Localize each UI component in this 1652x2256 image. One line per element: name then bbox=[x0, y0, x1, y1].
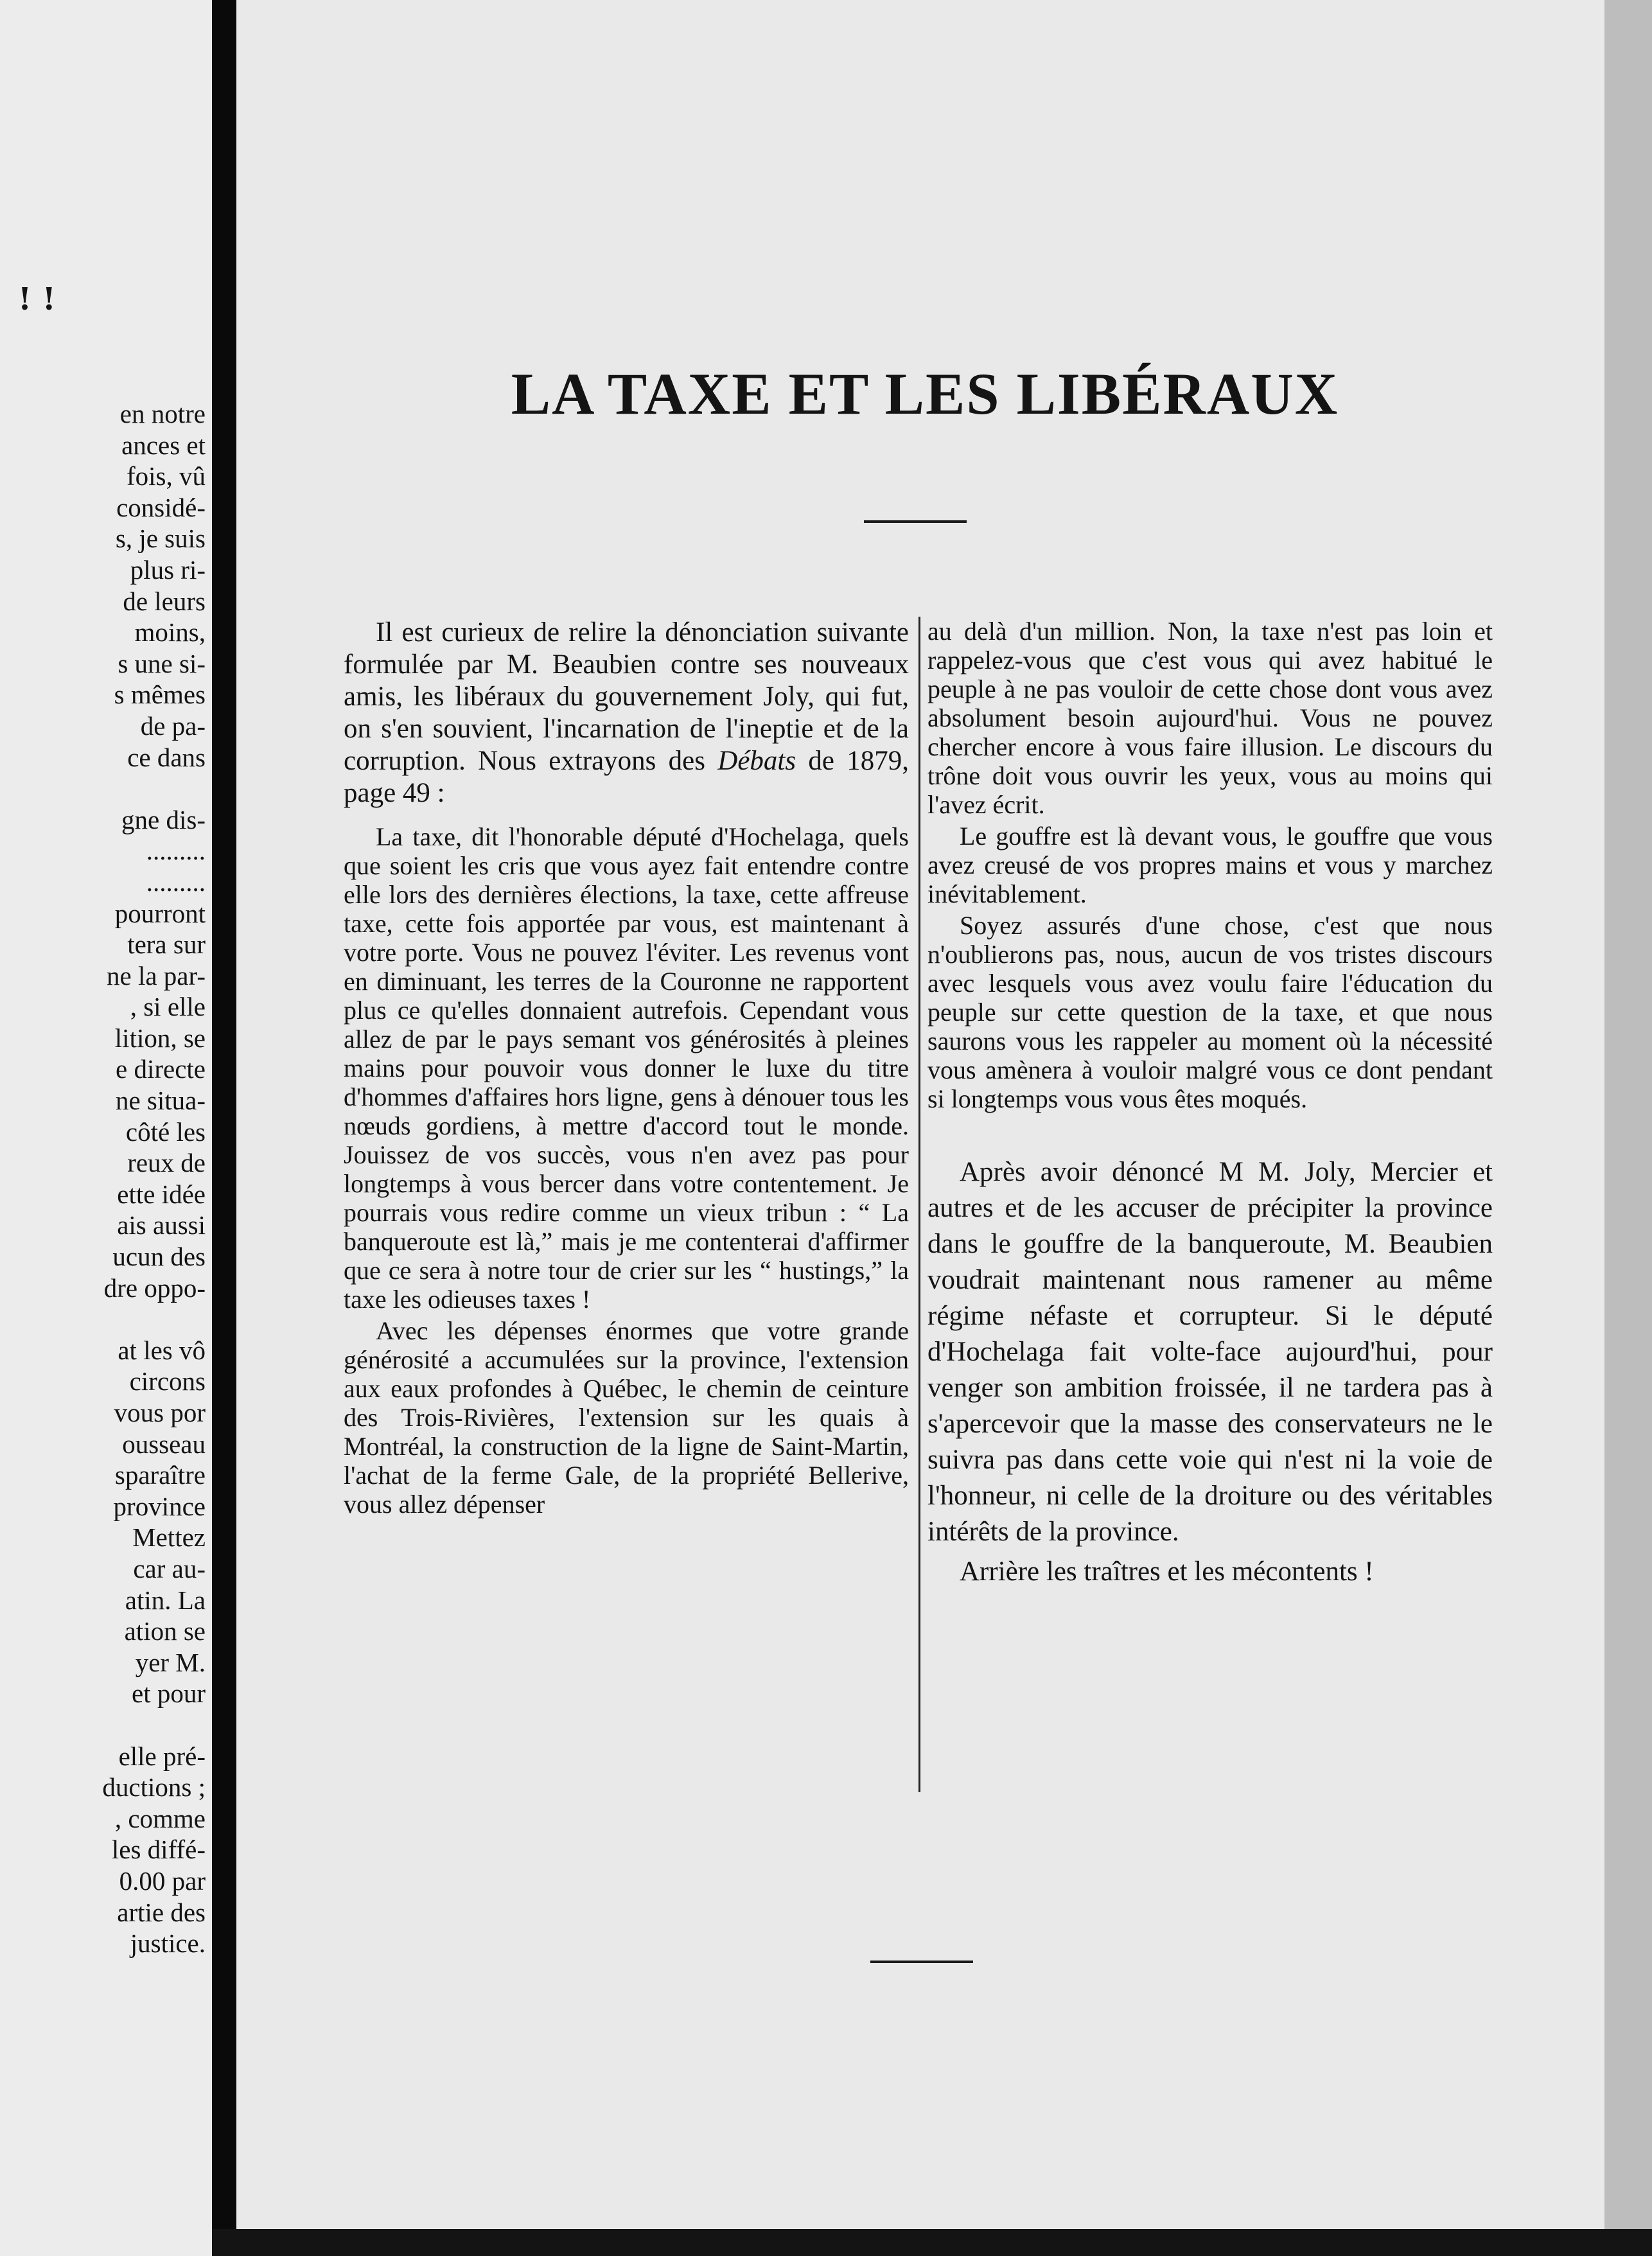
adjacent-page-line: de leurs bbox=[123, 586, 206, 616]
left-column bbox=[344, 617, 909, 1519]
adjacent-page-line: pourront bbox=[114, 898, 206, 928]
intro-paragraph: Il est curieux de relire la dénonciation suivante formulée par M. Beaubien contre ses nouveaux amis, les libéraux du gouvernement Joly, qui fut, on s'en souvient, l'incarnation de l'ineptie et de la corruption. Nous extrayons des Débats de 1879, page 49 : bbox=[344, 617, 909, 808]
adjacent-page-line: ais aussi bbox=[117, 1210, 206, 1240]
adjacent-page-line: ucun des bbox=[112, 1242, 206, 1272]
book-spine bbox=[212, 0, 236, 2256]
exclamation-marks: ! ! bbox=[18, 281, 56, 317]
adjacent-page-line: circons bbox=[129, 1366, 206, 1397]
adjacent-page-line: gne dis- bbox=[121, 804, 206, 834]
adjacent-page-line: 0.00 par bbox=[119, 1865, 206, 1896]
adjacent-page-line: atin. La bbox=[125, 1585, 206, 1615]
adjacent-page-line: côté les bbox=[125, 1116, 206, 1147]
adjacent-page-line: s mêmes bbox=[114, 680, 206, 710]
adjacent-page-line: s une si- bbox=[118, 648, 206, 678]
adjacent-page-line: en notre bbox=[119, 399, 206, 428]
page-edge bbox=[1604, 0, 1652, 2256]
quote-paragraph: La taxe, dit l'honorable député d'Hochelaga, quels que soient les cris que vous ayez fait entendre contre elle lors des dernières élections, la taxe, cette affreuse taxe, cette fois apportée par vous, est maintenant à votre porte. Vous ne pouvez l'éviter. Les revenus vont en diminuant, les terres de la Couronne ne rapportent plus ce qu'elles donnaient autrefois. Cependant vous allez de par le pays semant vos générosités à pleines mains pour pouvoir vous donner le luxe du titre d'hommes d'affaires hors ligne, gens à dénouer tous les nœuds gordiens, à mettre d'accord tout le monde. Jouissez de vos succès, vous n'en avez pas pour longtemps à vous bercer dans votre contentement. Je pourrais vous redire comme un vieux tribun : “ La banqueroute est là,” mais je me contenterai d'affirmer que ce sera à notre tour de crier sur les “ hustings,” la taxe les odieuses taxes ! bbox=[344, 822, 909, 1314]
adjacent-page-line: les diffé- bbox=[111, 1835, 206, 1865]
adjacent-page-line: s, je suis bbox=[115, 524, 206, 554]
adjacent-page-line: ......... bbox=[146, 836, 206, 866]
adjacent-page-line: lition, se bbox=[114, 1023, 206, 1053]
adjacent-page-line: , si elle bbox=[130, 992, 206, 1022]
quote-paragraph: Avec les dépenses énormes que votre grande générosité a accumulées sur la province, l'extension aux eaux profondes à Québec, le chemin de ceinture des Trois-Rivières, l'extension sur les quais à Montréal, la construction de la ligne de Saint-Martin, l'achat de la ferme Gale, de la propriété Bellerive, vous allez dépenser bbox=[344, 1316, 909, 1519]
adjacent-page-line: moins, bbox=[134, 617, 206, 648]
adjacent-page-line: sparaître bbox=[114, 1460, 206, 1490]
adjacent-page-line: ne situa- bbox=[115, 1086, 206, 1116]
adjacent-page-line: , comme bbox=[114, 1803, 206, 1833]
adjacent-page-line: province bbox=[113, 1491, 206, 1521]
adjacent-page-line: elle pré- bbox=[118, 1741, 206, 1771]
column-divider bbox=[918, 617, 920, 1792]
adjacent-page-line: car au- bbox=[133, 1553, 206, 1583]
adjacent-page-line: e directe bbox=[116, 1054, 206, 1084]
adjacent-page-line bbox=[0, 1303, 212, 1335]
adjacent-page-line bbox=[0, 773, 212, 804]
adjacent-page-line: de pa- bbox=[140, 710, 206, 741]
adjacent-page-line: tera sur bbox=[127, 930, 206, 960]
quote-paragraph: au delà d'un million. Non, la taxe n'est pas loin et rappelez-vous que c'est vous qui avez habitué le peuple à ne pas vouloir de cette chose dont vous avez absolument besoin aujourd'hui. Vous ne pouvez chercher encore à vous faire illusion. Le discours du trône doit vous ouvrir les yeux, vous au moins qui l'avez écrit. bbox=[927, 617, 1493, 819]
adjacent-page-text bbox=[0, 398, 212, 1959]
closing-paragraph: Arrière les traîtres et les mécontents ! bbox=[960, 1556, 1374, 1587]
adjacent-page-line: Mettez bbox=[132, 1522, 206, 1553]
adjacent-page-line: plus ri- bbox=[130, 554, 206, 585]
adjacent-page-line: justice. bbox=[130, 1928, 206, 1959]
page-bottom-edge bbox=[212, 2229, 1652, 2256]
adjacent-page-line: artie des bbox=[117, 1897, 206, 1927]
adjacent-page-line bbox=[0, 1709, 212, 1741]
adjacent-page-line: ette idée bbox=[117, 1179, 206, 1209]
adjacent-page-line: ......... bbox=[146, 867, 206, 897]
adjacent-page-line: ce dans bbox=[127, 742, 206, 772]
right-column bbox=[927, 617, 1493, 1590]
adjacent-page-line: vous por bbox=[114, 1398, 206, 1427]
adjacent-page-line: ances et bbox=[121, 430, 206, 460]
closing-paragraph: Après avoir dénoncé M M. Joly, Mercier et autres et de les accuser de précipiter la province dans le gouffre de la banqueroute, M. Beaubien voudrait maintenant nous ramener au même régime néfaste et corrupteur. Si le député d'Hochelaga fait volte-face aujourd'hui, pour venger son ambition froissée, il ne tardera pas à s'apercevoir que la masse des conservateurs ne le suivra pas dans cette voie qui n'est ni la voie de l'honneur, ni celle de la droiture ou des véritables intérêts de la province. bbox=[927, 1157, 1493, 1547]
adjacent-page-fragment bbox=[0, 0, 212, 2256]
adjacent-page-line: at les vô bbox=[118, 1335, 206, 1365]
end-rule bbox=[870, 1961, 973, 1963]
adjacent-page-line: reux de bbox=[127, 1148, 206, 1178]
adjacent-page-line: yer M. bbox=[135, 1647, 206, 1677]
quote-paragraph: Soyez assurés d'une chose, c'est que nous n'oublierons pas, nous, aucun de vos tristes discours avec lesquels vous avez voulu faire l'éducation du peuple sur cette question de la taxe, et que nous saurons vous les rappeler au moment où la nécessité vous amènera à vouloir malgré vous ce dont pendant si longtemps vous vous êtes moqués. bbox=[927, 911, 1493, 1113]
source-title: Débats bbox=[717, 746, 796, 776]
adjacent-page-line: ductions ; bbox=[102, 1772, 206, 1802]
adjacent-page-line: et pour bbox=[132, 1679, 206, 1709]
title-rule bbox=[864, 520, 967, 523]
adjacent-page-line: ation se bbox=[124, 1616, 206, 1646]
adjacent-page-line: ousseau bbox=[122, 1429, 206, 1459]
adjacent-page-line: dre oppo- bbox=[103, 1273, 206, 1303]
adjacent-page-line: considé- bbox=[116, 492, 206, 522]
quote-paragraph: Le gouffre est là devant vous, le gouffre que vous avez creusé de vos propres mains et vous y marchez inévitablement. bbox=[927, 822, 1493, 908]
adjacent-page-line: ne la par- bbox=[107, 960, 206, 991]
article-title: LA TAXE ET LES LIBÉRAUX bbox=[511, 361, 1339, 427]
adjacent-page-line: fois, vû bbox=[127, 461, 206, 491]
